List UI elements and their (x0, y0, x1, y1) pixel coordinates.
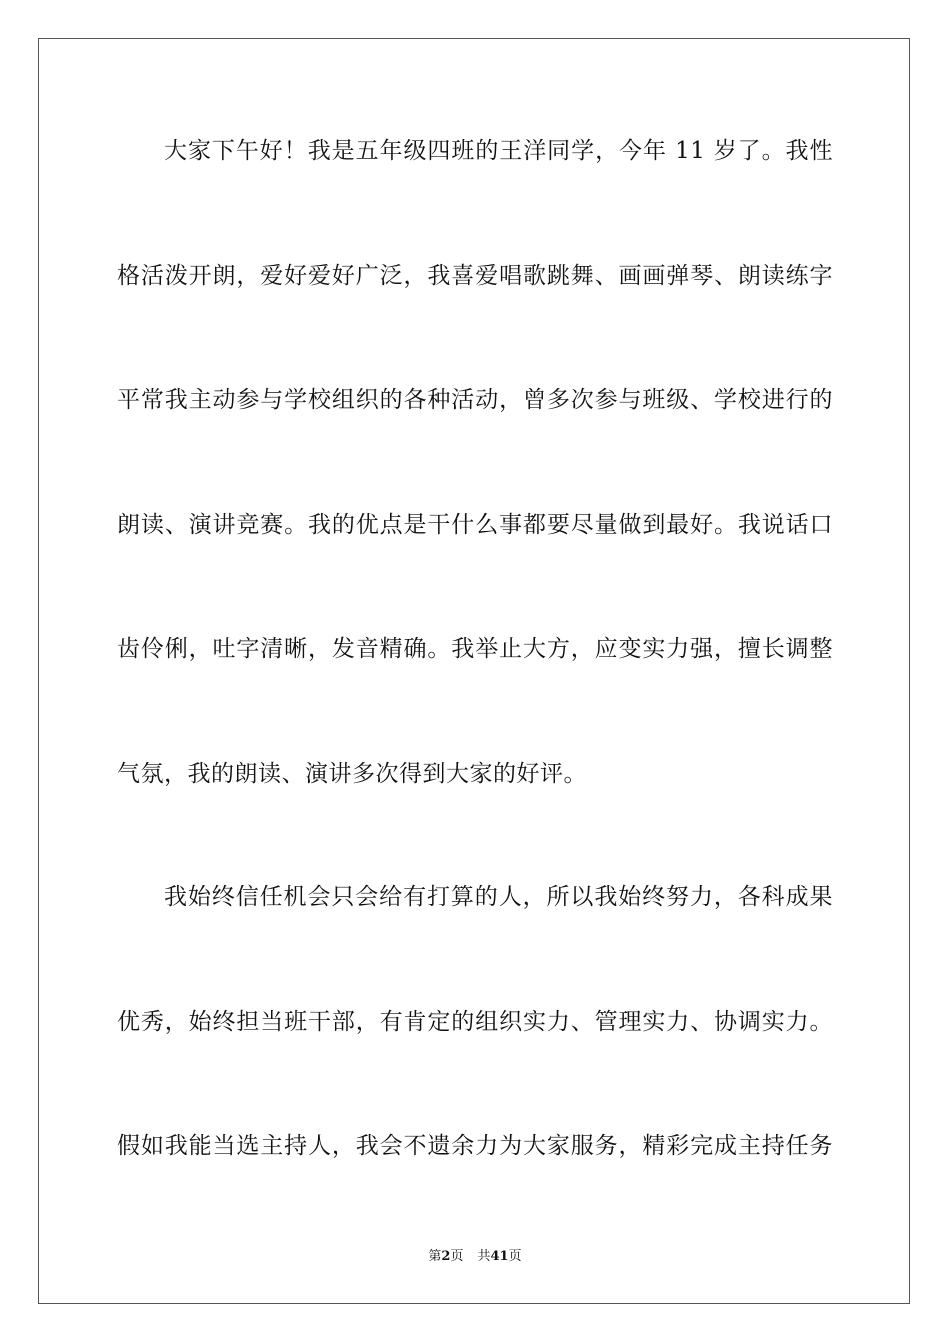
text-line: 气氛，我的朗读、演讲多次得到大家的好评。 (117, 761, 587, 787)
total-pages: 41 (490, 1249, 509, 1264)
text-line: 朗读、演讲竞赛。我的优点是干什么事都要尽量做到最好。我说话口 (117, 512, 833, 538)
total-prefix: 共 (477, 1249, 491, 1264)
page-number: 2 (441, 1249, 451, 1264)
text-line: 格活泼开朗，爱好爱好广泛，我喜爱唱歌跳舞、画画弹琴、朗读练字 (117, 263, 833, 289)
text-line: 优秀，始终担当班干部，有肯定的组织实力、管理实力、协调实力。 (117, 1009, 833, 1035)
page-suffix: 页 (450, 1249, 464, 1264)
page-border (38, 38, 910, 1304)
total-suffix: 页 (508, 1249, 522, 1264)
text-line: 齿伶俐，吐字清晰，发音精确。我举止大方，应变实力强，擅长调整 (117, 636, 833, 662)
page-prefix: 第 (428, 1249, 442, 1264)
text-line: 大家下午好！我是五年级四班的王洋同学，今年 11 岁了。我性 (164, 138, 833, 164)
text-line: 平常我主动参与学校组织的各种活动，曾多次参与班级、学校进行的 (117, 387, 833, 413)
text-line: 我始终信任机会只会给有打算的人，所以我始终努力，各科成果 (164, 884, 833, 910)
page-footer (0, 1248, 950, 1266)
text-line: 假如我能当选主持人，我会不遗余力为大家服务，精彩完成主持任务 (117, 1133, 833, 1159)
